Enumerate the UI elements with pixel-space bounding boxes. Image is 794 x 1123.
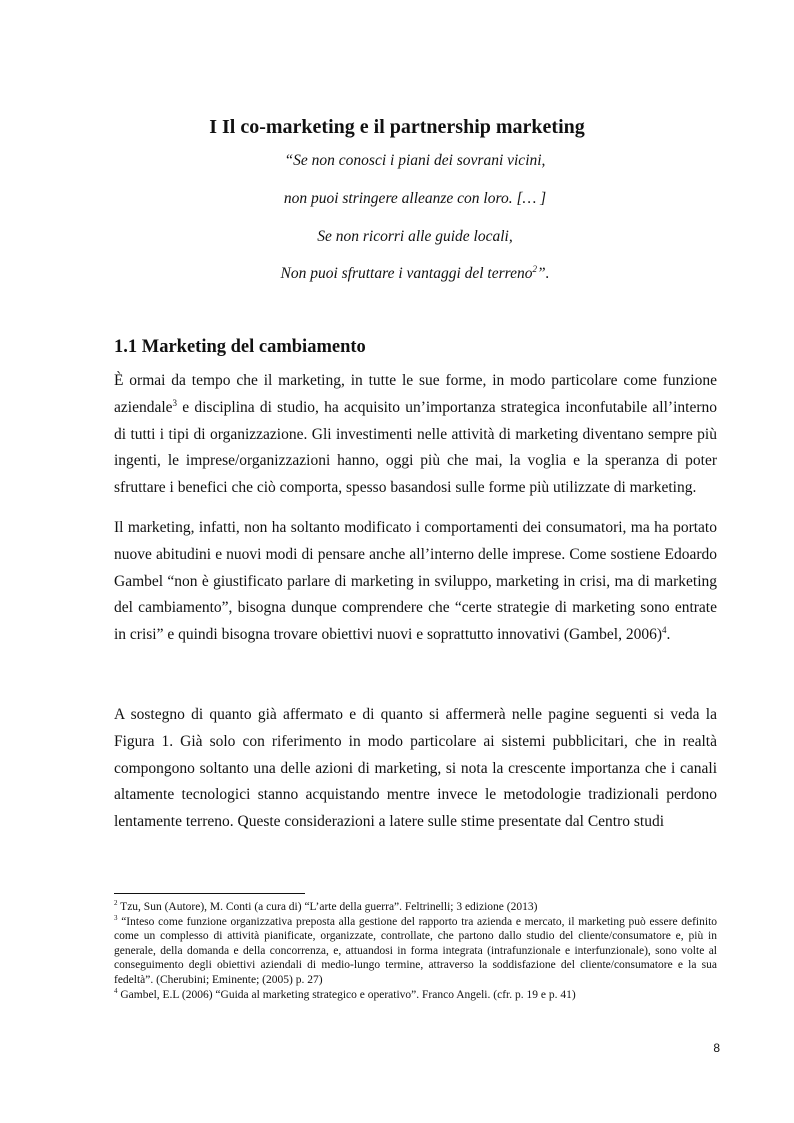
footnote-text: “Inteso come funzione organizzativa preposta alla gestione del rapporto tra azienda e mercato, il marketing può essere definito come un complesso di attività pianificate, organizzate, controllate, che partono dallo studio del cliente/consumatore e, più in generale, della domanda e della concorrenza, e, attuandosi in forma integrata (intrafunzionale e interfunzionale), sono volte al conseguimento degli obiettivi aziendali di medio-lungo termine, attraverso la soddisfazione del cliente/consumatore e la sua fedeltà”. (Cherubini; Eminente; (2005) p. 27) — [114, 915, 718, 986]
footnote-ref-4[interactable]: 4 — [662, 625, 667, 636]
epigraph-line-4-end: ”. — [537, 265, 550, 282]
footnote-ref-3[interactable]: 3 — [172, 397, 178, 408]
epigraph-line-4-text: Non puoi sfruttare i vantaggi del terreno — [280, 265, 533, 282]
page-number: 8 — [713, 1041, 720, 1055]
footnote-number: 3 — [114, 913, 118, 922]
footnote-ref-2[interactable]: 2 — [532, 263, 537, 274]
footnote-3 — [114, 915, 717, 988]
epigraph-line-3: Se non ricorri alle guide locali, — [317, 228, 513, 245]
footnote-4 — [114, 988, 717, 1003]
epigraph-line-2: non puoi stringere alleanze con loro. [… ] — [283, 190, 547, 207]
paragraph-2 — [114, 515, 717, 649]
footnote-separator — [114, 893, 305, 894]
footnotes — [114, 900, 717, 1002]
paragraph-2-text-a: Il marketing, infatti, non ha soltanto modificato i comportamenti dei consumatori, ma ha portato nuove abitudini e nuovi modi di pensare anche all’interno delle imprese. Come sostiene Edoardo Gambel “non è giustificato parlare di marketing in sviluppo, marketing in crisi, ma di marketing del cambiamento”, bisogna dunque comprendere che “certe strategie di marketing sono entrate in crisi” e quindi bisogna trovare obiettivi nuovi e soprattutto innovativi (Gambel, 2006) — [114, 519, 717, 644]
paragraph-3: A sostegno di quanto già affermato e di quanto si affermerà nelle pagine seguenti si veda la Figura 1. Già solo con riferimento in modo particolare ai sistemi pubblicitari, che in realtà compongono soltanto una delle azioni di marketing, si nota la crescente importanza che i canali altamente tecnologici stanno acquistando mentre invece le metodologie tradizionali perdono lentamente terreno. Queste considerazioni a latere sulle stime presentate dal Centro studi — [114, 706, 717, 831]
paragraph-1-text-b: e disciplina di studio, ha acquisito un’importanza strategica inconfutabile all’interno di tutti i tipi di organizzazione. Gli investimenti nelle attività di marketing diventano sempre più ingenti, le imprese/organizzazioni hanno, oggi più che mai, la voglia e la speranza di poter sfruttare i benefici che ciò comporta, spesso basandosi sulle forme più utilizzate di marketing. — [114, 398, 717, 497]
paragraph-2-text-b: . — [666, 626, 671, 644]
chapter-title: I Il co-marketing e il partnership marketing — [209, 116, 585, 138]
footnote-number: 4 — [114, 986, 118, 995]
footnote-2 — [114, 900, 717, 915]
epigraph-line-4 — [0, 265, 794, 283]
paragraph-1-text-a: È ormai da tempo che il marketing, in tutte le sue forme, in modo particolare come funzione aziendale — [114, 372, 717, 416]
footnote-text: Gambel, E.L (2006) “Guida al marketing strategico e operativo”. Franco Angeli. (cfr. p. 19 e p. 41) — [120, 988, 576, 1001]
footnote-number: 2 — [114, 899, 118, 908]
footnote-text: Tzu, Sun (Autore), M. Conti (a cura di) “L’arte della guerra”. Feltrinelli; 3 edizione (2013) — [120, 901, 538, 913]
paragraph-1 — [114, 368, 717, 502]
section-heading: 1.1 Marketing del cambiamento — [114, 337, 366, 357]
epigraph-line-1: “Se non conosci i piani dei sovrani vicini, — [284, 152, 546, 169]
